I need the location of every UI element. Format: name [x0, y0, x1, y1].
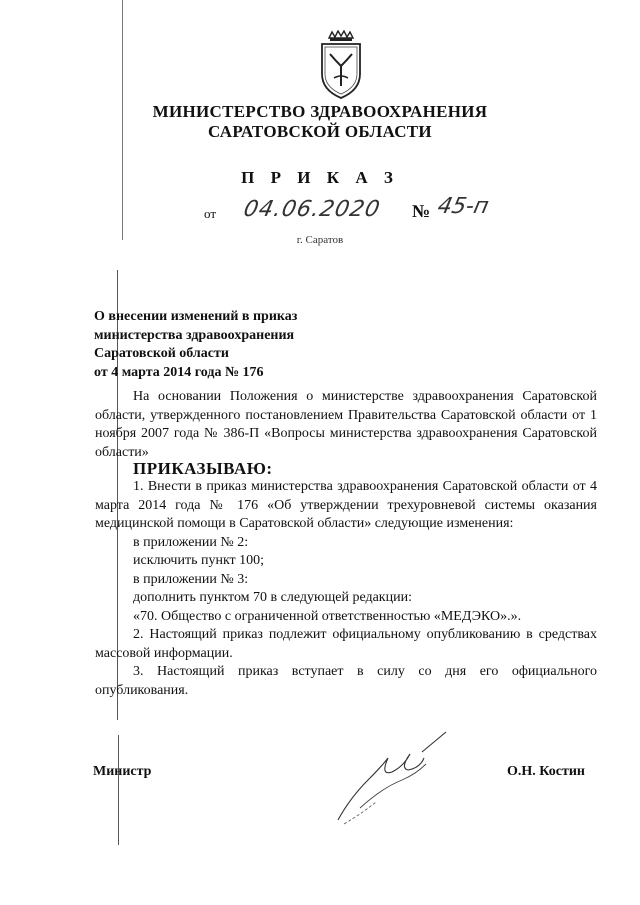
order-title: П Р И К А З: [241, 168, 399, 187]
order-subitem: дополнить пунктом 70 в следующей редакции:: [133, 590, 412, 605]
order-subitem: в приложении № 3:: [133, 571, 249, 587]
subject-line: Саратовской области: [94, 346, 229, 361]
preamble-paragraph: На основании Положения о министерстве здравоохранения Саратовской области, утвержденного постановлением Правительства Саратовской области от 1 ноября 2007 года № 386-П «Вопросы министерства здравоохранения Саратовской области»: [95, 389, 597, 460]
number-label: №: [412, 201, 431, 221]
order-item-2: 2. Настоящий приказ подлежит официальному опубликованию в средствах массовой информации.: [95, 627, 597, 661]
orders-heading: ПРИКАЗЫВАЮ:: [133, 459, 273, 478]
order-subitem: в приложении № 2:: [133, 534, 249, 550]
subject-line: от 4 марта 2014 года № 176: [94, 364, 264, 380]
handwritten-order-number: 45-п: [435, 194, 491, 219]
order-subitem: исключить пункт 100;: [133, 553, 265, 568]
signatory-position: Министр: [93, 764, 152, 779]
handwritten-signature: [330, 728, 460, 828]
order-items: [95, 478, 597, 700]
subject-line: О внесении изменений в приказ: [94, 309, 298, 324]
city-label: г. Саратов: [296, 234, 344, 246]
signatory-name: О.Н. Костин: [507, 764, 585, 779]
order-item-3: 3. Настоящий приказ вступает в силу со дня его официального опубликования.: [95, 664, 597, 698]
order-item-1: 1. Внести в приказ министерства здравоохранения Саратовской области от 4 марта 2014 года № 176 «Об утверждении трехуровневой системы оказания медицинской помощи в Саратовской области» следующие изменения:: [95, 479, 597, 531]
handwritten-date: 04.06.2020: [241, 197, 383, 222]
coat-of-arms-emblem: [318, 30, 364, 100]
ministry-name-line2: САРАТОВСКОЙ ОБЛАСТИ: [208, 122, 432, 141]
scan-line: [118, 735, 119, 845]
order-subitem: «70. Общество с ограниченной ответственностью «МЕДЭКО».».: [133, 608, 522, 624]
subject-line: министерства здравоохранения: [94, 327, 295, 343]
order-subject: [94, 308, 297, 382]
date-label: от: [204, 206, 217, 221]
ministry-name-line1: МИНИСТЕРСТВО ЗДРАВООХРАНЕНИЯ: [152, 102, 488, 121]
